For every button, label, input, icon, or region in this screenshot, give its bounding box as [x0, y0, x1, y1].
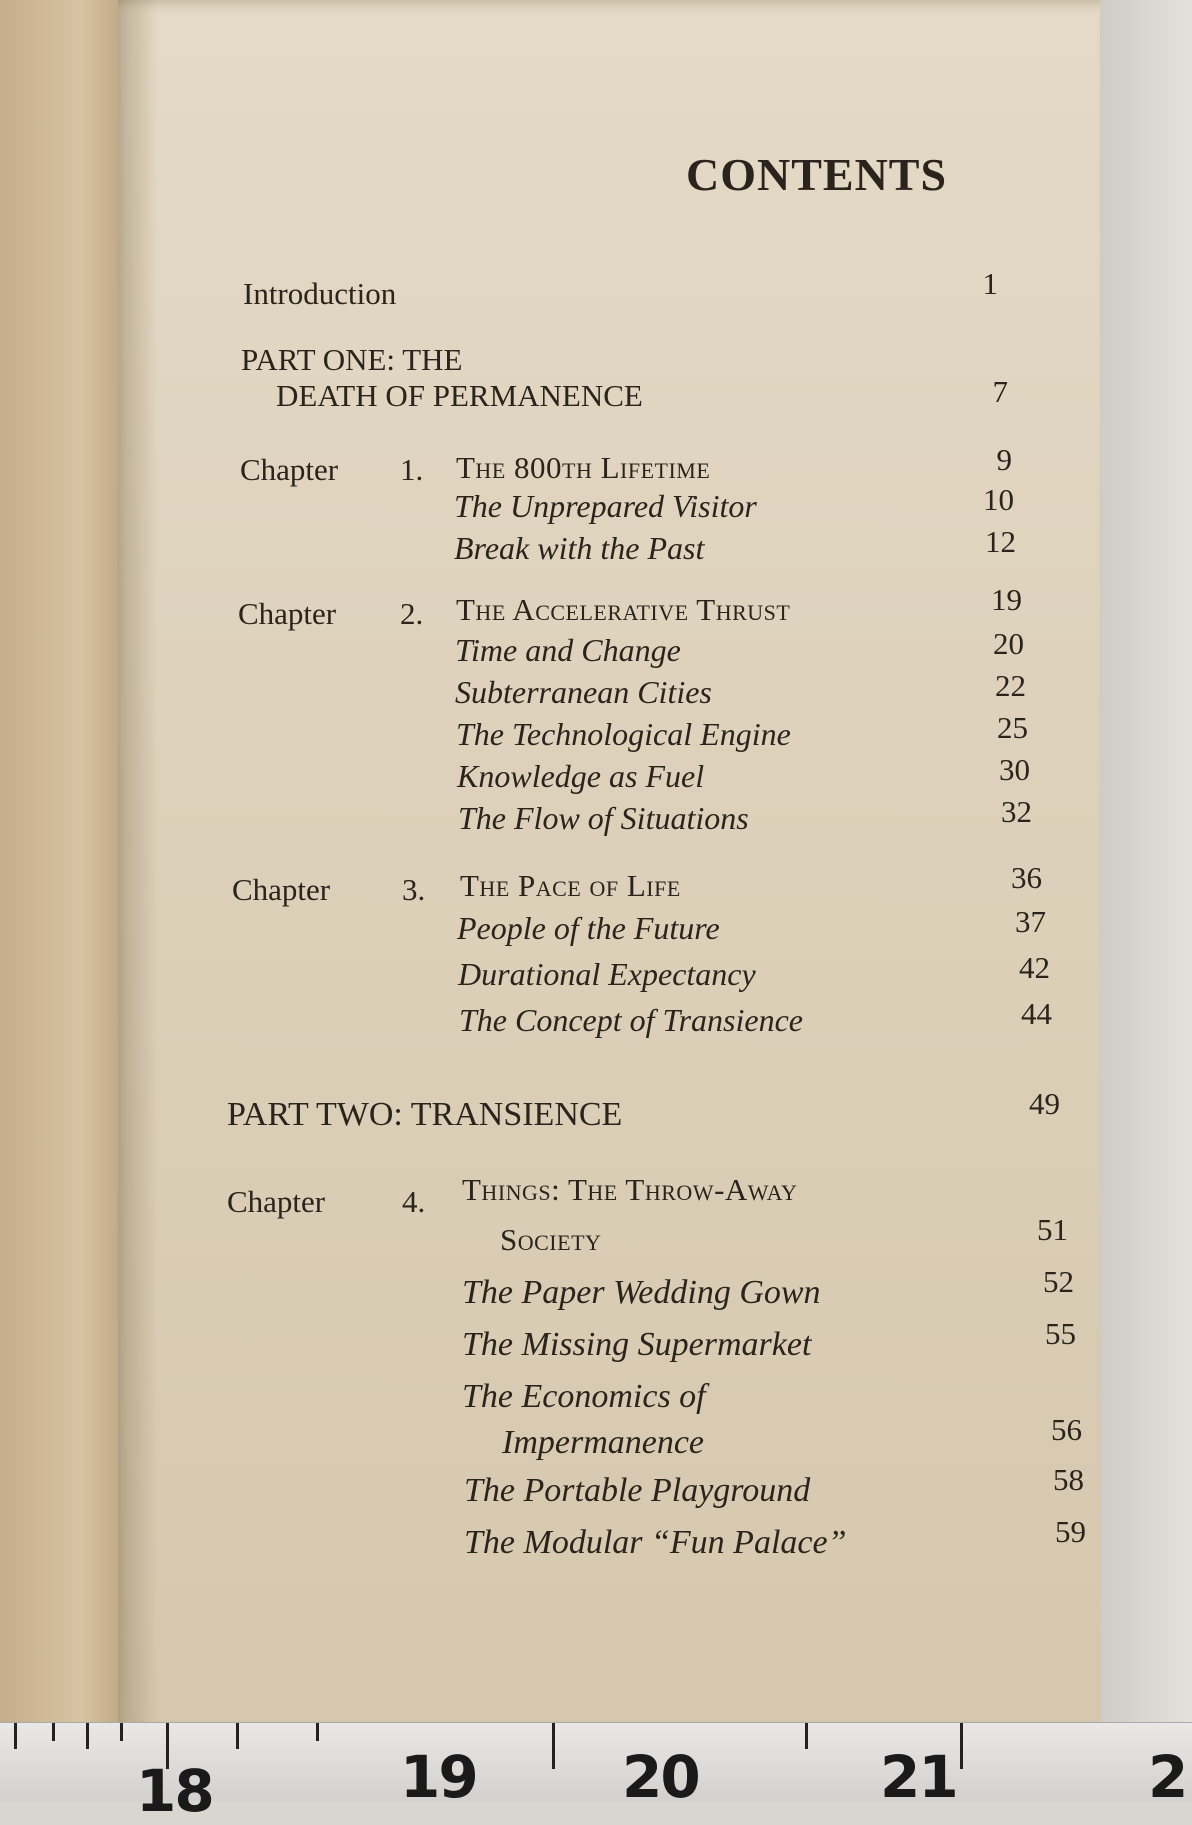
introduction-label: Introduction [243, 276, 397, 311]
section-title: Subterranean Cities [455, 674, 712, 710]
section-page: 56 [1051, 1412, 1082, 1447]
chapter-2-number: 2. [400, 596, 424, 631]
ruler-mark: 2 [1148, 1743, 1187, 1811]
ruler-tick [52, 1723, 55, 1741]
ruler-tick [86, 1723, 89, 1749]
chapter-4-page: 51 [1037, 1212, 1068, 1247]
section-title: People of the Future [457, 910, 720, 946]
section-title: The Concept of Transience [459, 1002, 803, 1038]
section-title: The Paper Wedding Gown [462, 1274, 821, 1311]
section-title-line1: The Economics of [462, 1378, 706, 1415]
chapter-1-title: The 800th Lifetime [456, 450, 711, 485]
chapter-3-number: 3. [402, 872, 426, 907]
chapter-1-number: 1. [400, 452, 424, 487]
section-page: 59 [1055, 1514, 1086, 1549]
section-title: Break with the Past [454, 530, 705, 566]
section-page: 30 [999, 752, 1030, 787]
section-title: The Unprepared Visitor [454, 488, 757, 524]
section-title: Time and Change [455, 632, 681, 668]
page-gutter-shadow [118, 0, 158, 1735]
section-title: The Portable Playground [464, 1472, 811, 1509]
section-page: 32 [1001, 794, 1032, 829]
chapter-3-page: 36 [1011, 860, 1042, 895]
chapter-4-number: 4. [402, 1184, 426, 1219]
part-one-heading-line2: DEATH OF PERMANENCE [276, 378, 643, 413]
book-left-page [0, 0, 135, 1740]
ruler-mark: 20 [622, 1743, 699, 1811]
part-two-heading: PART TWO: TRANSIENCE [227, 1096, 623, 1133]
part-two-page: 49 [1029, 1086, 1060, 1121]
part-one-page: 7 [992, 374, 1008, 409]
page-title: CONTENTS [686, 149, 948, 200]
section-page: 20 [993, 626, 1024, 661]
section-title: The Missing Supermarket [462, 1326, 812, 1363]
section-page: 22 [995, 668, 1026, 703]
part-one-heading-line1: PART ONE: THE [241, 342, 463, 377]
section-page: 12 [985, 524, 1016, 559]
section-page: 52 [1043, 1264, 1074, 1299]
chapter-4-title-line2: Society [500, 1222, 602, 1257]
section-page: 10 [983, 482, 1014, 517]
section-title: Knowledge as Fuel [457, 758, 705, 794]
ruler-tick [14, 1723, 17, 1749]
section-page: 55 [1045, 1316, 1076, 1351]
chapter-3-title: The Pace of Life [460, 868, 681, 903]
background-surface [1100, 0, 1192, 1800]
section-title: The Flow of Situations [458, 800, 749, 836]
section-page: 42 [1019, 950, 1050, 985]
section-title: The Technological Engine [456, 716, 791, 752]
ruler-tick [236, 1723, 239, 1749]
ruler-tick [120, 1723, 123, 1741]
chapter-2-page: 19 [991, 582, 1022, 617]
section-title-line2: Impermanence [502, 1424, 705, 1461]
ruler-mark: 18 [136, 1757, 213, 1825]
section-page: 25 [997, 710, 1028, 745]
measuring-ruler [0, 1722, 1192, 1825]
ruler-mark: 19 [400, 1743, 477, 1811]
ruler-tick [960, 1723, 963, 1769]
chapter-1-label: Chapter [240, 452, 339, 487]
chapter-2-label: Chapter [238, 596, 337, 631]
chapter-4-label: Chapter [227, 1184, 326, 1219]
ruler-mark: 21 [880, 1743, 957, 1811]
chapter-1-page: 9 [996, 442, 1012, 477]
section-page: 37 [1015, 904, 1046, 939]
introduction-page: 1 [982, 266, 998, 301]
section-page: 58 [1053, 1462, 1084, 1497]
chapter-4-title-line1: Things: The Throw-Away [462, 1172, 798, 1207]
ruler-tick [316, 1723, 319, 1741]
chapter-2-title: The Accelerative Thrust [456, 592, 791, 627]
section-title: The Modular “Fun Palace” [464, 1524, 847, 1561]
ruler-tick [805, 1723, 808, 1749]
ruler-tick [552, 1723, 555, 1769]
chapter-3-label: Chapter [232, 872, 331, 907]
section-title: Durational Expectancy [458, 956, 756, 992]
section-page: 44 [1021, 996, 1052, 1031]
